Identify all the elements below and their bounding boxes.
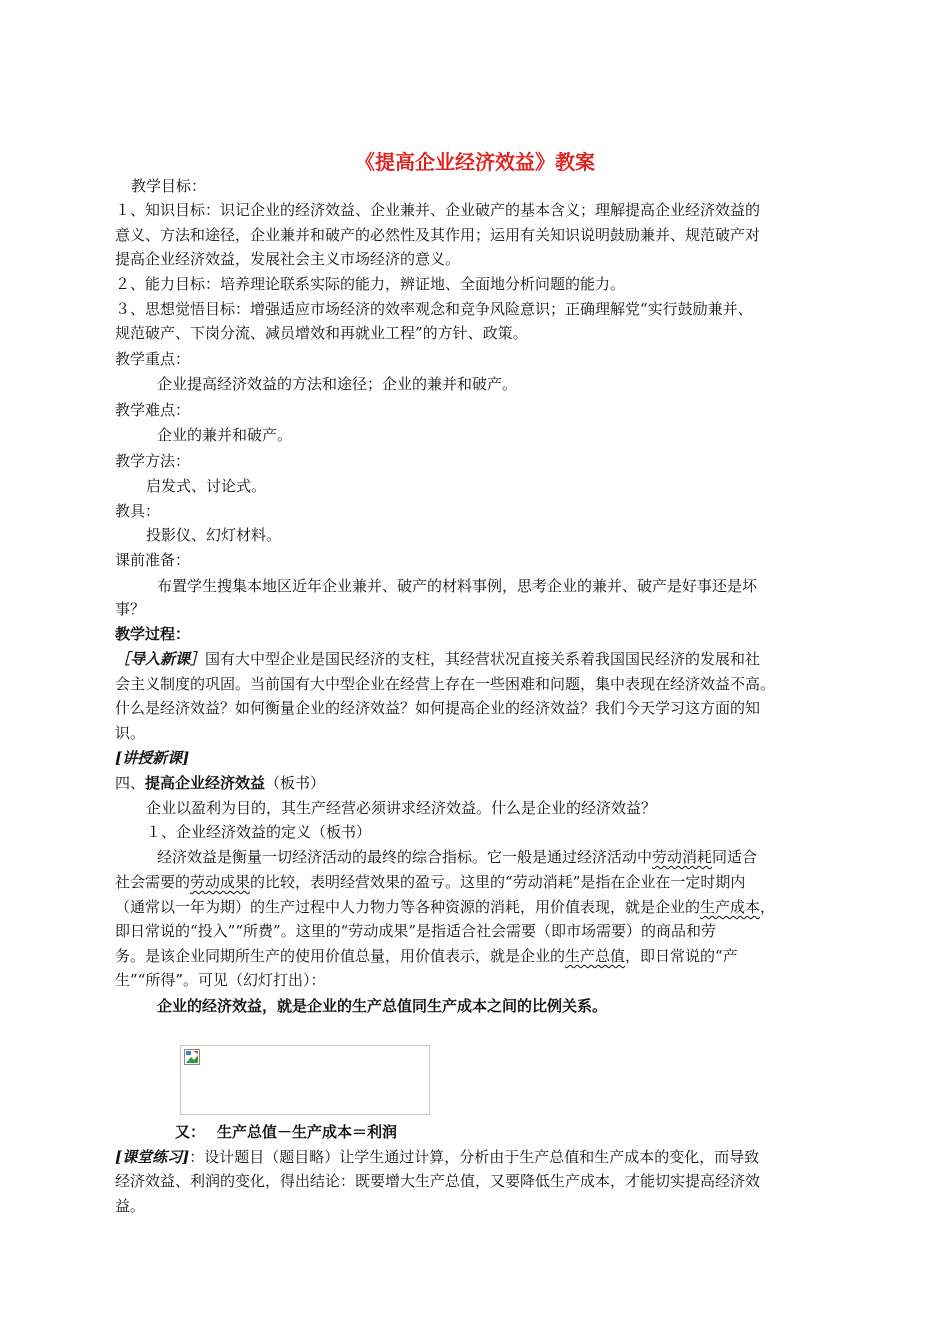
paragraph-line: 意义、方法和途径，企业兼并和破产的必然性及其作用；运用有关知识说明鼓励兼并、规范破产对 xyxy=(115,226,761,244)
text-run: （板书） xyxy=(265,774,326,792)
underlined-term: 生产总值 xyxy=(565,947,626,965)
text-run: 务。是该企业同期所生产的使用价值总量，用价值表示，就是企业的 xyxy=(115,947,566,965)
underlined-term: 生产成本 xyxy=(700,898,761,916)
paragraph-line: 什么是经济效益？如何衡量企业的经济效益？如何提高企业的经济效益？我们今天学习这方面的知 xyxy=(115,699,761,717)
paragraph-line: 会主义制度的巩固。当前国有大中型企业在经营上存在一些困难和问题，集中表现在经济效益不高。 xyxy=(115,675,776,693)
section-heading-process: 教学过程： xyxy=(115,625,191,643)
text-run: ，即日常说的“产 xyxy=(625,947,738,965)
tag-classroom-exercise: [课堂练习] xyxy=(115,1148,190,1166)
paragraph-line: 启发式、讨论式。 xyxy=(146,477,267,495)
underlined-term: 劳动成果 xyxy=(190,873,251,891)
paragraph-line: ３、思想觉悟目标：增强适应市场经济的效率观念和竞争风险意识；正确理解党“实行鼓励兼并、 xyxy=(115,300,753,318)
text-run: 四、 xyxy=(115,774,146,792)
document-title: 《提高企业经济效益》教案 xyxy=(355,150,595,174)
paragraph-line xyxy=(115,896,775,918)
section-heading-objectives: 教学目标： xyxy=(131,177,207,195)
section-heading-four xyxy=(115,772,325,794)
paragraph-line xyxy=(115,871,745,893)
text-run: 又： xyxy=(175,1123,206,1141)
section-heading-tools: 教具： xyxy=(115,502,161,520)
text-run: 社会需要的 xyxy=(115,873,191,891)
text-run: 国有大中型企业是国民经济的支柱，其经营状况直接关系着我国国民经济的发展和社 xyxy=(205,650,761,668)
paragraph-line: 规范破产、下岗分流、减员增效和再就业工程”的方针、政策。 xyxy=(115,324,528,342)
key-definition: 企业的经济效益，就是企业的生产总值同生产成本之间的比例关系。 xyxy=(157,997,608,1015)
paragraph-line xyxy=(115,648,760,670)
paragraph-line: 即日常说的“投入”“所费”。这里的“劳动成果”是指适合社会需要（即市场需要）的商品和劳 xyxy=(115,922,717,940)
paragraph-line xyxy=(115,1146,759,1168)
tag-intro-lesson: ［导入新课］ xyxy=(115,650,206,668)
text-run: 同适合 xyxy=(712,848,758,866)
paragraph-line: ２、能力目标：培养理论联系实际的能力，辨证地、全面地分析问题的能力。 xyxy=(115,275,626,293)
section-heading-difficulties: 教学难点： xyxy=(115,401,191,419)
section-heading-preparation: 课前准备： xyxy=(115,551,191,569)
section-heading-methods: 教学方法： xyxy=(115,452,191,470)
paragraph-line: 生”“所得”。可见（幻灯打出）： xyxy=(115,971,326,989)
paragraph-line xyxy=(157,846,757,868)
subheading-definition: １、企业经济效益的定义（板书） xyxy=(146,823,372,841)
paragraph-line: 投影仪、幻灯材料。 xyxy=(146,526,282,544)
paragraph-line: 企业的兼并和破产。 xyxy=(157,426,293,444)
paragraph-line: 提高企业经济效益，发展社会主义市场经济的意义。 xyxy=(115,250,461,268)
text-run: ， xyxy=(760,898,776,916)
paragraph-line: 布置学生搜集本地区近年企业兼并、破产的材料事例，思考企业的兼并、破产是好事还是坏 xyxy=(157,577,758,595)
text-run: 经济效益是衡量一切经济活动的最终的综合指标。它一般是通过经济活动中 xyxy=(157,848,653,866)
paragraph-line: １、知识目标：识记企业的经济效益、企业兼并、企业破产的基本含义；理解提高企业经济效益的 xyxy=(115,201,761,219)
section-heading-key-points: 教学重点： xyxy=(115,350,191,368)
text-run: ：设计题目（题目略）让学生通过计算，分析由于生产总值和生产成本的变化，而导致 xyxy=(189,1148,760,1166)
text-run: （通常以一年为期）的生产过程中人力物力等各种资源的消耗，用价值表现，就是企业的 xyxy=(115,898,701,916)
formula-line xyxy=(175,1121,397,1143)
paragraph-line: 事？ xyxy=(115,600,146,618)
profit-formula: 生产总值－生产成本＝利润 xyxy=(217,1123,398,1141)
broken-image-icon xyxy=(184,1049,200,1065)
paragraph-line xyxy=(115,945,738,967)
text-run: 的比较，表明经营效果的盈亏。这里的“劳动消耗”是指在企业在一定时期内 xyxy=(250,873,746,891)
tag-new-lesson: [讲授新课] xyxy=(115,749,190,767)
underlined-term: 劳动消耗 xyxy=(652,848,713,866)
paragraph-line: 识。 xyxy=(115,724,146,742)
image-placeholder xyxy=(180,1045,430,1115)
paragraph-line: 益。 xyxy=(115,1197,146,1215)
paragraph-line: 企业提高经济效益的方法和途径；企业的兼并和破产。 xyxy=(157,375,518,393)
paragraph-line: 企业以盈利为目的，其生产经营必须讲求经济效益。什么是企业的经济效益？ xyxy=(146,799,657,817)
bold-heading: 提高企业经济效益 xyxy=(145,774,266,792)
paragraph-line: 经济效益、利润的变化，得出结论：既要增大生产总值，又要降低生产成本，才能切实提高经济效 xyxy=(115,1172,761,1190)
